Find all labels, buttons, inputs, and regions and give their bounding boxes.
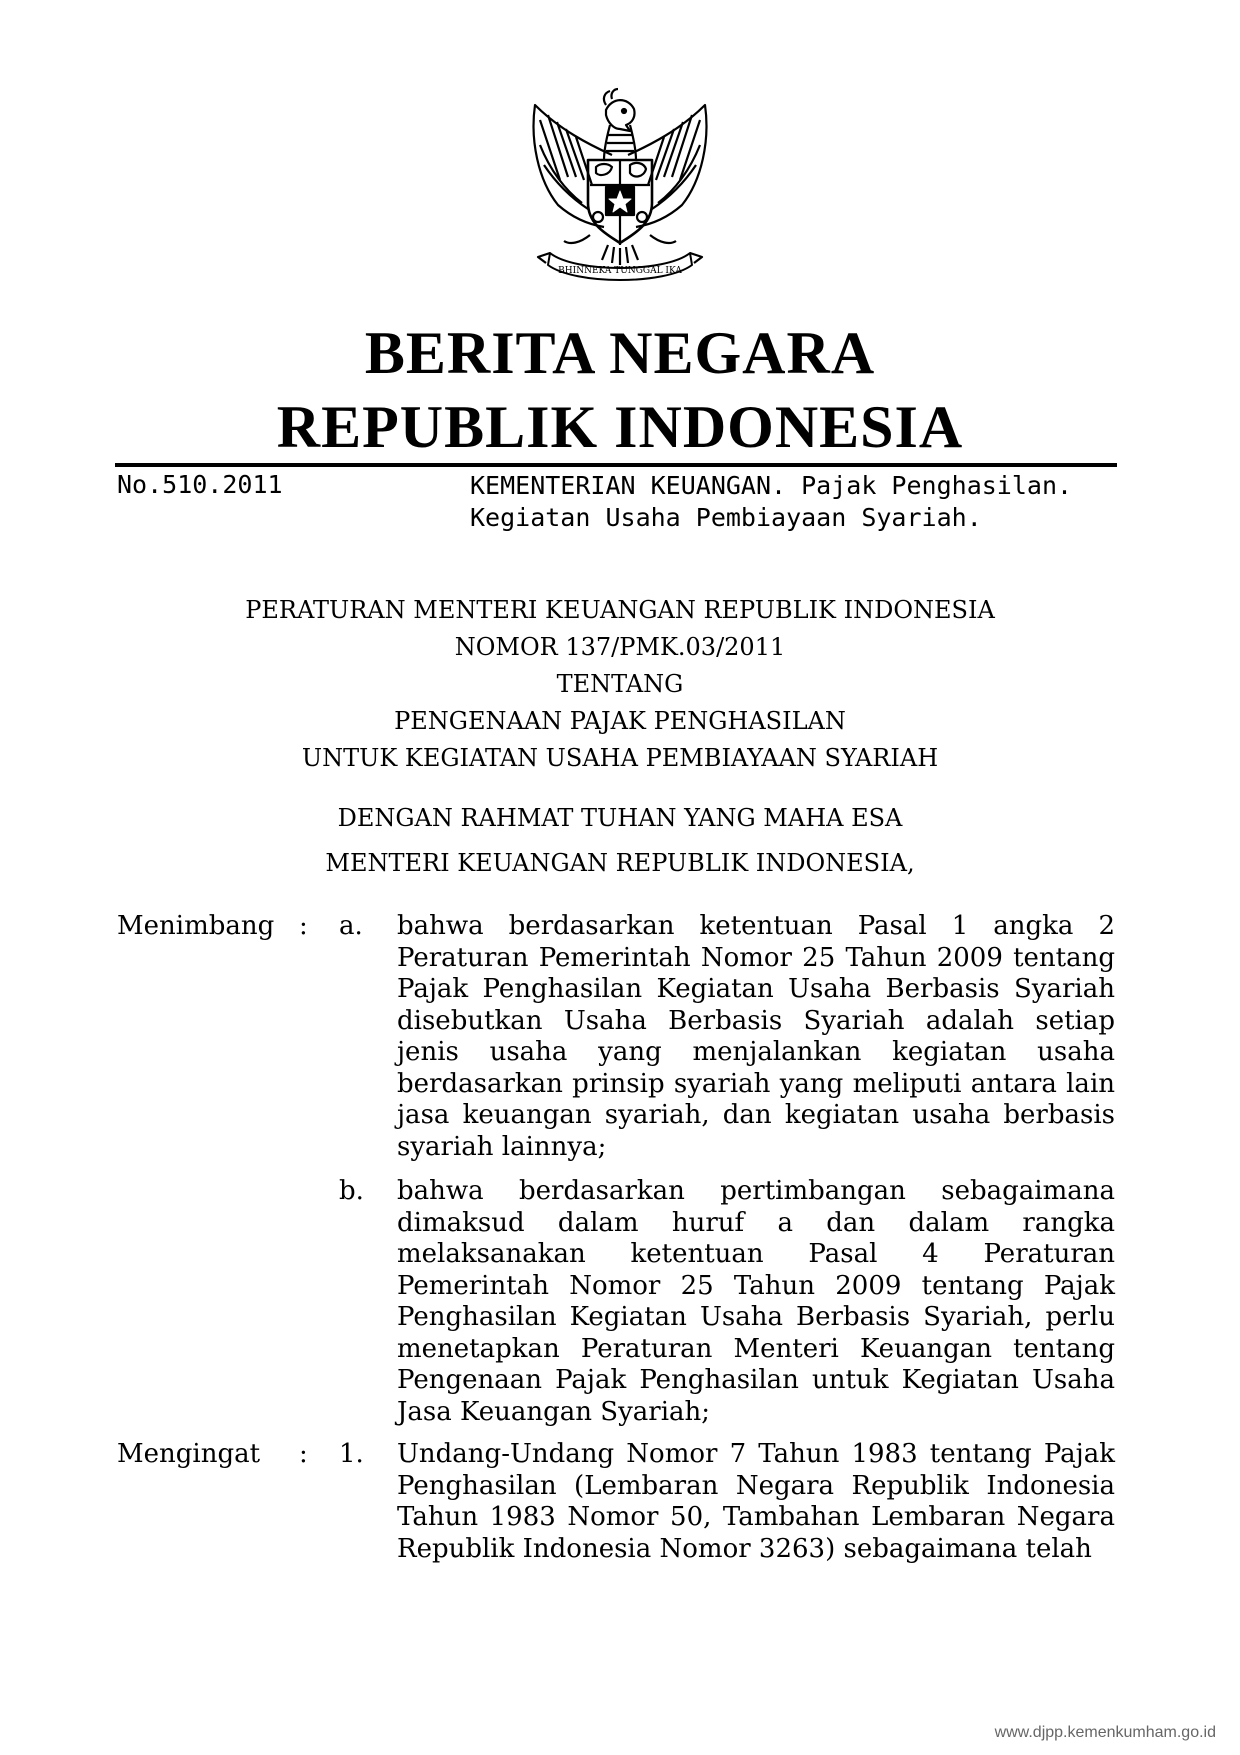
masthead-title-line1: BERITA NEGARA	[364, 320, 876, 386]
publication-number: No.510.2011	[117, 470, 283, 499]
source-url: www.djpp.kemenkumham.go.id	[994, 1724, 1216, 1741]
title-line-4: PENGENAAN PAJAK PENGHASILAN	[394, 707, 846, 735]
greeting-line-2: MENTERI KEUANGAN REPUBLIK INDONESIA,	[325, 849, 915, 877]
menimbang-item-a-marker: a.	[339, 911, 363, 941]
mengingat-item-1-marker: 1.	[339, 1439, 364, 1469]
title-line-3: TENTANG	[556, 670, 684, 698]
title-line-2: NOMOR 137/PMK.03/2011	[454, 633, 786, 661]
preamble-greeting	[0, 796, 1240, 886]
subject-line-1: KEMENTERIAN KEUANGAN. Pajak Penghasilan.	[470, 471, 1073, 500]
masthead-title-line2: REPUBLIK INDONESIA	[276, 394, 964, 460]
subject-line-2: Kegiatan Usaha Pembiayaan Syariah.	[470, 503, 982, 532]
mengingat-colon: :	[299, 1439, 308, 1469]
menimbang-item-b-text: bahwa berdasarkan pertimbangan sebagaimana dimaksud dalam huruf a dan dalam rangka melaksanakan ketentuan Pasal 4 Peraturan Pemerintah Nomor 25 Tahun 2009 tentang Pajak Penghasilan Kegiatan Usaha Berbasis Syariah, perlu menetapkan Peraturan Menteri Keuangan tentang Pengenaan Pajak Penghasilan untuk Kegiatan Usaha Jasa Keuangan Syariah;	[397, 1176, 1115, 1427]
garuda-emblem	[520, 85, 720, 295]
masthead-rule	[115, 463, 1117, 467]
menimbang-colon: :	[299, 911, 308, 941]
emblem-motto: BHINNEKA TUNGGAL IKA	[558, 266, 682, 276]
menimbang-item-a-text: bahwa berdasarkan ketentuan Pasal 1 angka 2 Peraturan Pemerintah Nomor 25 Tahun 2009 tentang Pajak Penghasilan Kegiatan Usaha Berbasis Syariah disebutkan Usaha Berbasis Syariah adalah setiap jenis usaha yang menjalankan kegiatan usaha berdasarkan prinsip syariah yang meliputi antara lain jasa keuangan syariah, dan kegiatan usaha berbasis syariah lainnya;	[397, 911, 1115, 1162]
publication-subject	[470, 470, 1072, 534]
mengingat-item-1-text: Undang-Undang Nomor 7 Tahun 1983 tentang Pajak Penghasilan (Lembaran Negara Republik Indonesia Tahun 1983 Nomor 50, Tambahan Lembaran Negara Republik Indonesia Nomor 3263) sebagaimana telah	[397, 1439, 1115, 1564]
greeting-line-1: DENGAN RAHMAT TUHAN YANG MAHA ESA	[337, 804, 903, 832]
menimbang-item-b-marker: b.	[339, 1176, 364, 1206]
title-line-5: UNTUK KEGIATAN USAHA PEMBIAYAAN SYARIAH	[301, 744, 939, 772]
mengingat-label: Mengingat	[117, 1439, 261, 1469]
title-line-1: PERATURAN MENTERI KEUANGAN REPUBLIK INDONESIA	[245, 596, 995, 624]
menimbang-label: Menimbang	[117, 911, 275, 941]
regulation-title	[0, 592, 1240, 777]
